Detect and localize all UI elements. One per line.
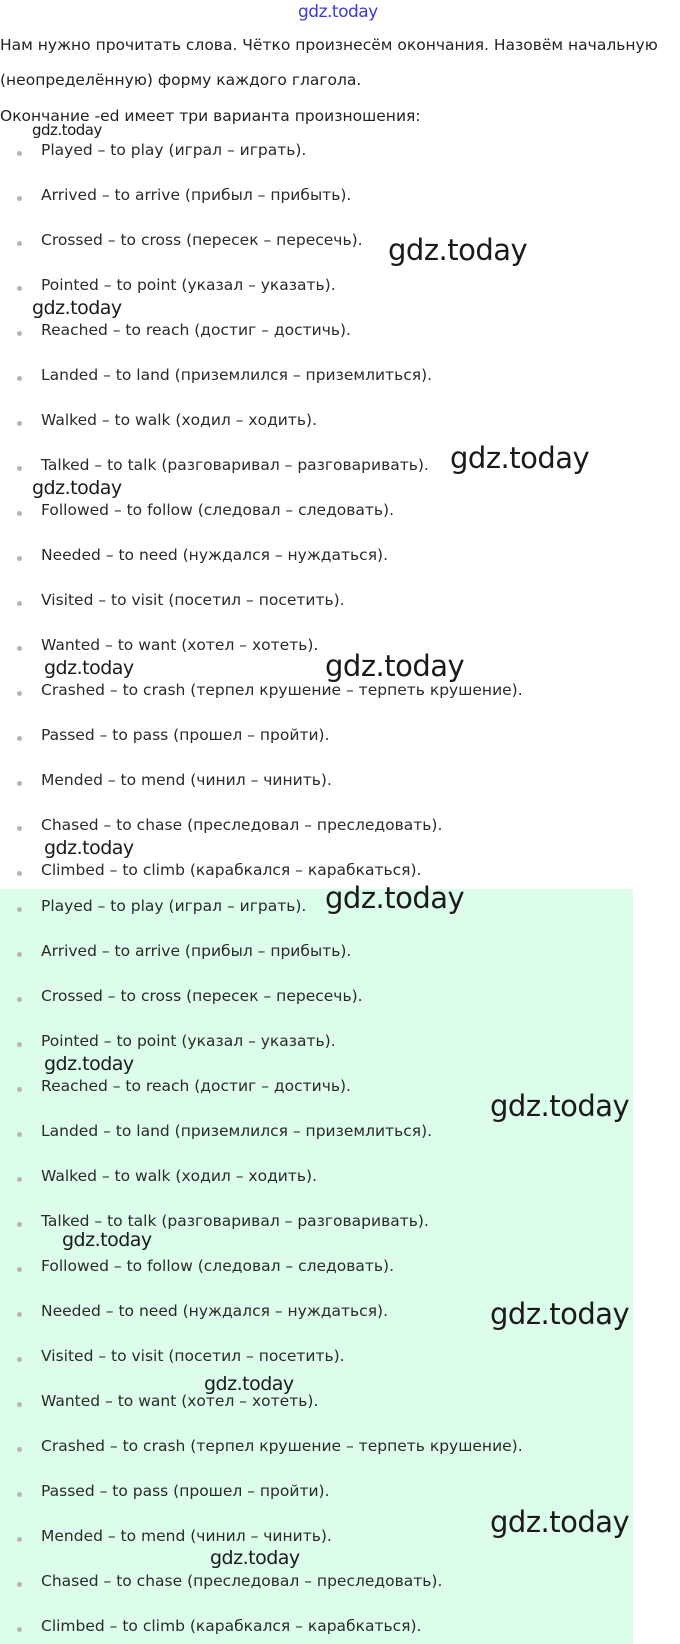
list-item-text: Visited – to visit (посетил – посетить). <box>41 591 345 609</box>
list-item-text: Pointed – to point (указал – указать). <box>41 1032 336 1050</box>
list-item <box>0 897 640 921</box>
list-item <box>0 1617 640 1641</box>
bullet-icon <box>17 736 22 741</box>
list-item <box>0 276 640 300</box>
list-item <box>0 987 640 1011</box>
watermark-text: gdz.today <box>490 1089 630 1123</box>
watermark-text: gdz.today <box>32 297 122 319</box>
list-item-text: Wanted – to want (хотел – хотеть). <box>41 1392 319 1410</box>
list-item-text: Climbed – to climb (карабкался – карабкаться). <box>41 1617 422 1635</box>
list-item <box>0 231 640 255</box>
bullet-icon <box>17 556 22 561</box>
intro-line-1: Нам нужно прочитать слова. Чётко произнесём окончания. Назовём начальную <box>0 36 658 54</box>
bullet-icon <box>17 1492 22 1497</box>
list-item <box>0 366 640 390</box>
list-item <box>0 1437 640 1461</box>
watermark-text: gdz.today <box>44 657 134 679</box>
watermark-text: gdz.today <box>388 233 528 267</box>
watermark-text: gdz.today <box>325 881 465 915</box>
bullet-icon <box>17 691 22 696</box>
list-item <box>0 1347 640 1371</box>
bullet-icon <box>17 952 22 957</box>
list-item <box>0 186 640 210</box>
list-item-text: Chased – to chase (преследовал – преследовать). <box>41 816 443 834</box>
bullet-icon <box>17 511 22 516</box>
watermark-text: gdz.today <box>325 649 465 683</box>
list-item-text: Landed – to land (приземлился – приземлиться). <box>41 1122 433 1140</box>
list-item <box>0 1527 640 1551</box>
list-item <box>0 321 640 345</box>
intro-line-2: (неопределённую) форму каждого глагола. <box>0 71 362 89</box>
bullet-icon <box>17 781 22 786</box>
list-item <box>0 1032 640 1056</box>
list-item-text: Needed – to need (нуждался – нуждаться). <box>41 546 388 564</box>
watermark-text: gdz.today <box>450 441 590 475</box>
list-item <box>0 636 640 660</box>
list-item <box>0 1482 640 1506</box>
list-item-text: Crossed – to cross (пересек – пересечь). <box>41 231 363 249</box>
list-item <box>0 681 640 705</box>
list-item-text: Arrived – to arrive (прибыл – прибыть). <box>41 942 352 960</box>
bullet-icon <box>17 601 22 606</box>
list-item-text: Crashed – to crash (терпел крушение – терпеть крушение). <box>41 1437 523 1455</box>
bullet-icon <box>17 907 22 912</box>
list-item-text: Pointed – to point (указал – указать). <box>41 276 336 294</box>
bullet-icon <box>17 1402 22 1407</box>
watermark-text: gdz.today <box>204 1373 294 1395</box>
bullet-icon <box>17 1627 22 1632</box>
watermark-text: gdz.today <box>44 837 134 859</box>
bullet-icon <box>17 871 22 876</box>
list-item-text: Landed – to land (приземлился – приземлиться). <box>41 366 433 384</box>
bullet-icon <box>17 1132 22 1137</box>
bullet-icon <box>17 241 22 246</box>
list-item <box>0 816 640 840</box>
bullet-icon <box>17 331 22 336</box>
list-item-text: Talked – to talk (разговаривал – разговаривать). <box>41 1212 429 1230</box>
bullet-icon <box>17 1267 22 1272</box>
list-item-text: Mended – to mend (чинил – чинить). <box>41 771 332 789</box>
list-item-text: Followed – to follow (следовал – следовать). <box>41 1257 395 1275</box>
bullet-icon <box>17 1357 22 1362</box>
list-item <box>0 1572 640 1596</box>
bullet-icon <box>17 421 22 426</box>
list-item-text: Followed – to follow (следовал – следовать). <box>41 501 395 519</box>
bullet-icon <box>17 1222 22 1227</box>
list-item-text: Walked – to walk (ходил – ходить). <box>41 411 318 429</box>
list-item-text: Climbed – to climb (карабкался – карабкаться). <box>41 861 422 879</box>
watermark-text: gdz.today <box>210 1547 300 1569</box>
bullet-icon <box>17 151 22 156</box>
bullet-icon <box>17 1177 22 1182</box>
list-item-text: Passed – to pass (прошел – пройти). <box>41 726 330 744</box>
list-item <box>0 1302 640 1326</box>
list-item <box>0 1392 640 1416</box>
list-item <box>0 456 640 480</box>
bullet-icon <box>17 376 22 381</box>
list-item-text: Needed – to need (нуждался – нуждаться). <box>41 1302 388 1320</box>
bullet-icon <box>17 1312 22 1317</box>
watermark-text: gdz.today <box>490 1297 630 1331</box>
list-item <box>0 546 640 570</box>
list-item-text: Crossed – to cross (пересек – пересечь). <box>41 987 363 1005</box>
bullet-icon <box>17 196 22 201</box>
list-item-text: Reached – to reach (достиг – достичь). <box>41 321 351 339</box>
list-item <box>0 942 640 966</box>
watermark-text: gdz.today <box>44 1053 134 1075</box>
list-item-text: Visited – to visit (посетил – посетить). <box>41 1347 345 1365</box>
list-item-text: Talked – to talk (разговаривал – разговаривать). <box>41 456 429 474</box>
bullet-icon <box>17 997 22 1002</box>
list-item-text: Wanted – to want (хотел – хотеть). <box>41 636 319 654</box>
list-item <box>0 501 640 525</box>
bullet-icon <box>17 1582 22 1587</box>
list-item <box>0 591 640 615</box>
list-item <box>0 726 640 750</box>
list-item <box>0 1212 640 1236</box>
list-item-text: Played – to play (играл – играть). <box>41 897 307 915</box>
intro-line-3: Окончание -ed имеет три варианта произношения: <box>0 107 421 125</box>
watermark-text: gdz.today <box>490 1505 630 1539</box>
site-logo[interactable]: gdz.today <box>298 2 378 22</box>
list-item-text: Chased – to chase (преследовал – преследовать). <box>41 1572 443 1590</box>
list-item-text: Mended – to mend (чинил – чинить). <box>41 1527 332 1545</box>
list-item-text: Arrived – to arrive (прибыл – прибыть). <box>41 186 352 204</box>
list-item <box>0 861 640 885</box>
list-item-text: Played – to play (играл – играть). <box>41 141 307 159</box>
bullet-icon <box>17 826 22 831</box>
bullet-icon <box>17 1042 22 1047</box>
watermark-text: gdz.today <box>62 1229 152 1251</box>
bullet-icon <box>17 646 22 651</box>
list-item <box>0 1122 640 1146</box>
list-item-text: Reached – to reach (достиг – достичь). <box>41 1077 351 1095</box>
bullet-icon <box>17 1087 22 1092</box>
list-item-text: Walked – to walk (ходил – ходить). <box>41 1167 318 1185</box>
list-item <box>0 771 640 795</box>
list-item-text: Passed – to pass (прошел – пройти). <box>41 1482 330 1500</box>
list-item <box>0 1257 640 1281</box>
list-item <box>0 1167 640 1191</box>
list-item <box>0 141 640 165</box>
bullet-icon <box>17 286 22 291</box>
bullet-icon <box>17 1537 22 1542</box>
watermark-text: gdz.today <box>32 121 102 139</box>
bullet-icon <box>17 1447 22 1452</box>
bullet-icon <box>17 466 22 471</box>
list-item-text: Crashed – to crash (терпел крушение – терпеть крушение). <box>41 681 523 699</box>
list-item <box>0 411 640 435</box>
watermark-text: gdz.today <box>32 477 122 499</box>
list-item <box>0 1077 640 1101</box>
